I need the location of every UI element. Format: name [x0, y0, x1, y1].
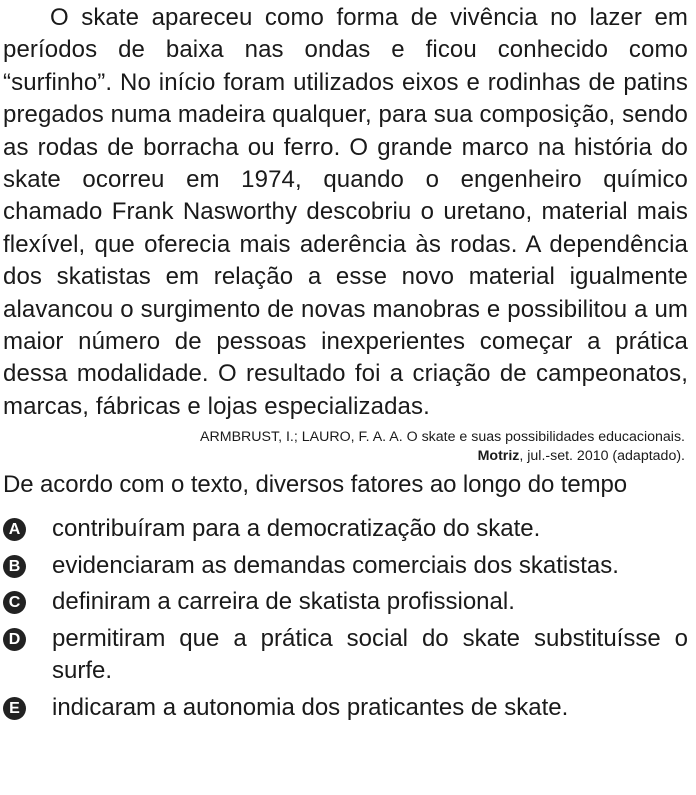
option-b[interactable]: [3, 550, 688, 583]
option-b-text: evidenciaram as demandas comerciais dos skatistas.: [52, 551, 619, 579]
option-a[interactable]: [3, 513, 688, 546]
option-c-text: definiram a carreira de skatista profissional.: [52, 588, 515, 616]
citation-authors-title: ARMBRUST, I.; LAURO, F. A. A. O skate e suas possibilidades educacionais.: [200, 429, 685, 446]
answer-options: [3, 513, 688, 724]
option-e-text: indicaram a autonomia dos praticantes de skate.: [52, 693, 569, 721]
reading-passage: O skate apareceu como forma de vivência no lazer em períodos de baixa nas ondas e ficou conhecido como “surfinho”. No início foram utilizados eixos e rodinhas de patins pregados numa madeira qualquer, para sua composição, sendo as rodas de borracha ou ferro. O grande marco na história do skate ocorreu em 1974, quando o engenheiro químico chamado Frank Nasworthy descobriu o uretano, material mais flexível, que oferecia mais aderência às rodas. A dependência dos skatistas em relação a esse novo material igualmente alavancou o surgimento de novas manobras e possibilitou a um maior número de pessoas inexperientes começar a prática dessa modalidade. O resultado foi a criação de campeonatos, marcas, fábricas e lojas especializadas.: [3, 4, 688, 420]
option-b-letter-icon: B: [3, 555, 26, 578]
citation-date: , jul.-set. 2010 (adaptado).: [519, 448, 685, 465]
citation-journal: Motriz: [477, 448, 520, 465]
option-d-letter-icon: D: [3, 628, 26, 651]
citation: [3, 428, 688, 466]
option-e[interactable]: [3, 692, 688, 725]
citation-publication: [3, 447, 685, 466]
question-stem: De acordo com o texto, diversos fatores ao longo do tempo: [3, 471, 627, 499]
option-e-letter-icon: E: [3, 697, 26, 720]
option-a-text: contribuíram para a democratização do skate.: [52, 515, 541, 543]
option-c-letter-icon: C: [3, 591, 26, 614]
option-d-text: permitiram que a prática social do skate substituísse o surfe.: [52, 624, 688, 685]
option-d[interactable]: [3, 623, 688, 688]
option-a-letter-icon: A: [3, 518, 26, 541]
option-c[interactable]: [3, 586, 688, 619]
